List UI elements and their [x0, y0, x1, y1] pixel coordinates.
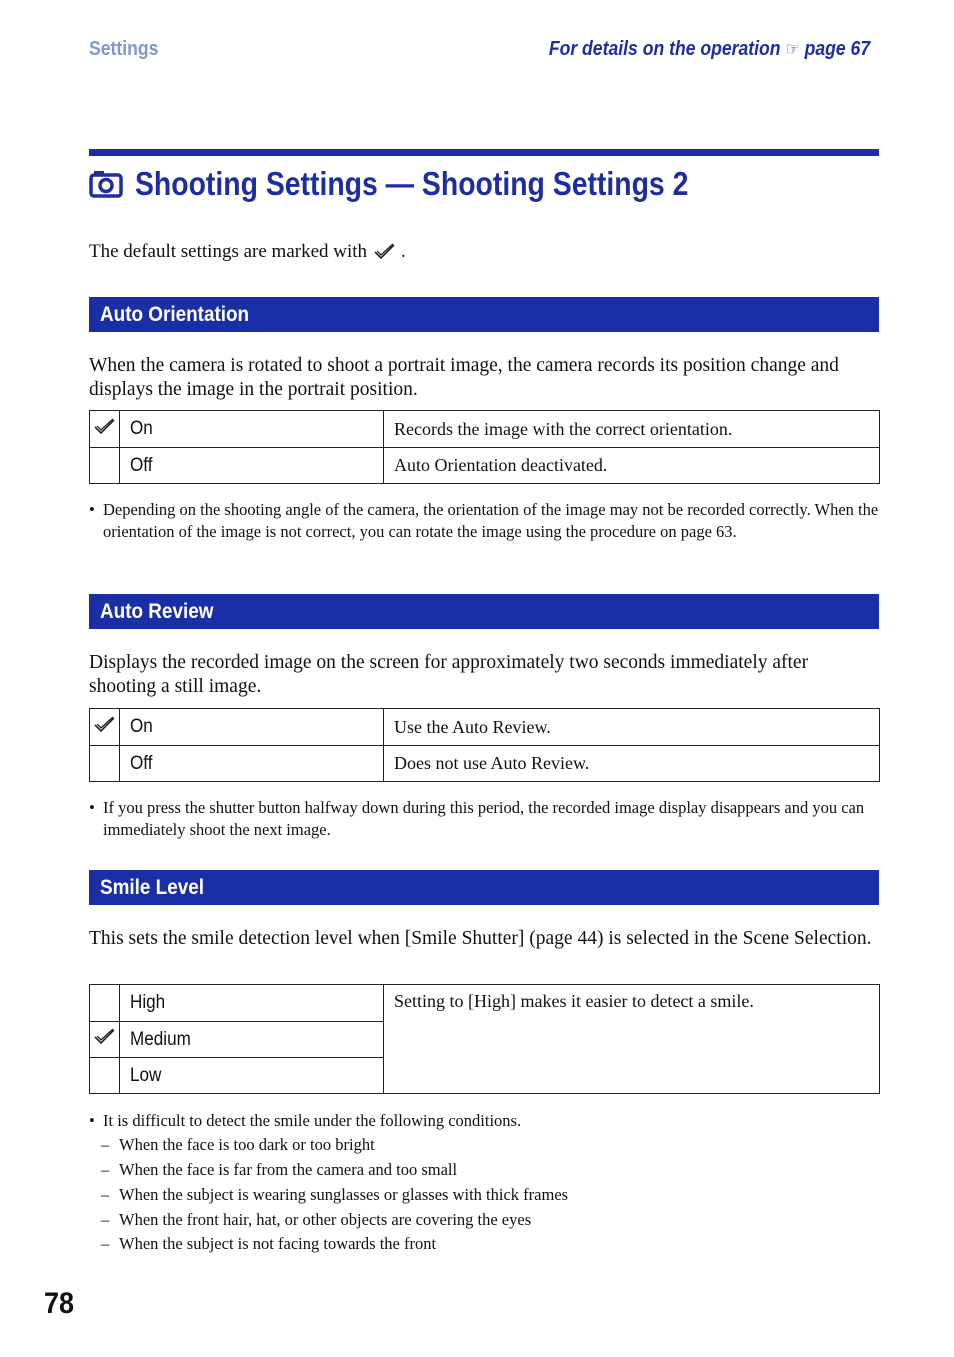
section-heading-text: Auto Review: [100, 600, 214, 623]
check-cell-empty: [90, 1058, 120, 1094]
header-section-label: Settings: [89, 38, 159, 60]
condition-text: When the subject is wearing sunglasses or glasses with thick frames: [119, 1185, 569, 1204]
option-label: Low: [120, 1058, 384, 1094]
condition-item: [101, 1209, 531, 1231]
bullet: •: [89, 798, 95, 817]
check-cell-empty: [90, 746, 120, 782]
option-label: Medium: [120, 1022, 384, 1058]
condition-text: When the face is far from the camera and too small: [119, 1160, 458, 1179]
default-check-cell: [90, 1022, 120, 1058]
header-details-page: page 67: [804, 38, 870, 60]
dash: –: [101, 1185, 110, 1204]
condition-item: [101, 1233, 436, 1255]
option-row-off[interactable]: [90, 746, 880, 782]
default-check-cell: [90, 411, 120, 448]
option-description: Auto Orientation deactivated.: [384, 448, 880, 484]
section-heading-smile-level: [89, 870, 879, 905]
option-description: Records the image with the correct orientation.: [384, 411, 880, 448]
note-text: If you press the shutter button halfway down during this period, the recorded image display disappears and you can immediately shoot the next image.: [103, 798, 865, 839]
title-rule: [89, 149, 879, 156]
dash: –: [101, 1234, 110, 1253]
section-heading-auto-review: [89, 594, 879, 629]
header-details-link[interactable]: [549, 38, 870, 61]
checkmark-icon: [93, 716, 117, 734]
checkmark-icon: [373, 243, 397, 261]
page-number: 78: [44, 1287, 75, 1320]
options-table-auto-orientation: [89, 410, 880, 484]
default-check-cell: [90, 709, 120, 746]
page-title-text: Shooting Settings — Shooting Settings 2: [135, 165, 689, 202]
option-row-high[interactable]: [90, 985, 880, 1022]
option-label: High: [120, 985, 384, 1022]
camera-icon: [89, 169, 123, 199]
checkmark-icon: [93, 418, 117, 436]
condition-text: When the face is too dark or too bright: [119, 1135, 375, 1154]
condition-item: [101, 1184, 568, 1206]
condition-item: [101, 1134, 375, 1156]
default-note-text: The default settings are marked with: [89, 241, 368, 262]
condition-text: When the subject is not facing towards the front: [119, 1234, 437, 1253]
options-table-auto-review: [89, 708, 880, 782]
dash: –: [101, 1160, 110, 1179]
option-row-on[interactable]: [90, 411, 880, 448]
note-text: It is difficult to detect the smile under the following conditions.: [103, 1111, 522, 1130]
option-shared-description: Setting to [High] makes it easier to detect a smile.: [384, 985, 880, 1094]
note-smile-level: [89, 1110, 879, 1132]
section-description: When the camera is rotated to shoot a portrait image, the camera records its position change and displays the image in the portrait position.: [89, 355, 839, 400]
option-row-on[interactable]: [90, 709, 880, 746]
condition-item: [101, 1159, 457, 1181]
bullet: •: [89, 500, 95, 519]
note-text: Depending on the shooting angle of the camera, the orientation of the image may not be recorded correctly. When the orientation of the image is not correct, you can rotate the image using the procedure on page 63.: [103, 500, 879, 541]
bullet: •: [89, 1111, 95, 1130]
options-table-smile-level: [89, 984, 880, 1094]
option-label: On: [120, 709, 384, 746]
note-auto-review: [89, 797, 879, 841]
default-note-end: .: [401, 241, 406, 262]
section-description: This sets the smile detection level when [Smile Shutter] (page 44) is selected in the Scene Selection.: [89, 928, 872, 949]
dash: –: [101, 1210, 110, 1229]
check-cell-empty: [90, 448, 120, 484]
dash: –: [101, 1135, 110, 1154]
page-title: [89, 163, 778, 205]
option-row-off[interactable]: [90, 448, 880, 484]
option-label: Off: [120, 448, 384, 484]
section-heading-auto-orientation: [89, 297, 879, 332]
checkmark-icon: [93, 1028, 117, 1046]
pointing-hand-icon: ☞: [785, 39, 800, 59]
default-settings-note: [89, 241, 406, 263]
option-description: Use the Auto Review.: [384, 709, 880, 746]
option-description: Does not use Auto Review.: [384, 746, 880, 782]
section-heading-text: Auto Orientation: [100, 303, 250, 326]
header-details-text: For details on the operation: [548, 38, 781, 60]
section-heading-text: Smile Level: [100, 876, 205, 899]
condition-text: When the front hair, hat, or other objects are covering the eyes: [119, 1210, 532, 1229]
option-label: On: [120, 411, 384, 448]
section-description: Displays the recorded image on the screen for approximately two seconds immediately after shooting a still image.: [89, 652, 809, 697]
option-label: Off: [120, 746, 384, 782]
check-cell-empty: [90, 985, 120, 1022]
note-auto-orientation: [89, 499, 879, 543]
